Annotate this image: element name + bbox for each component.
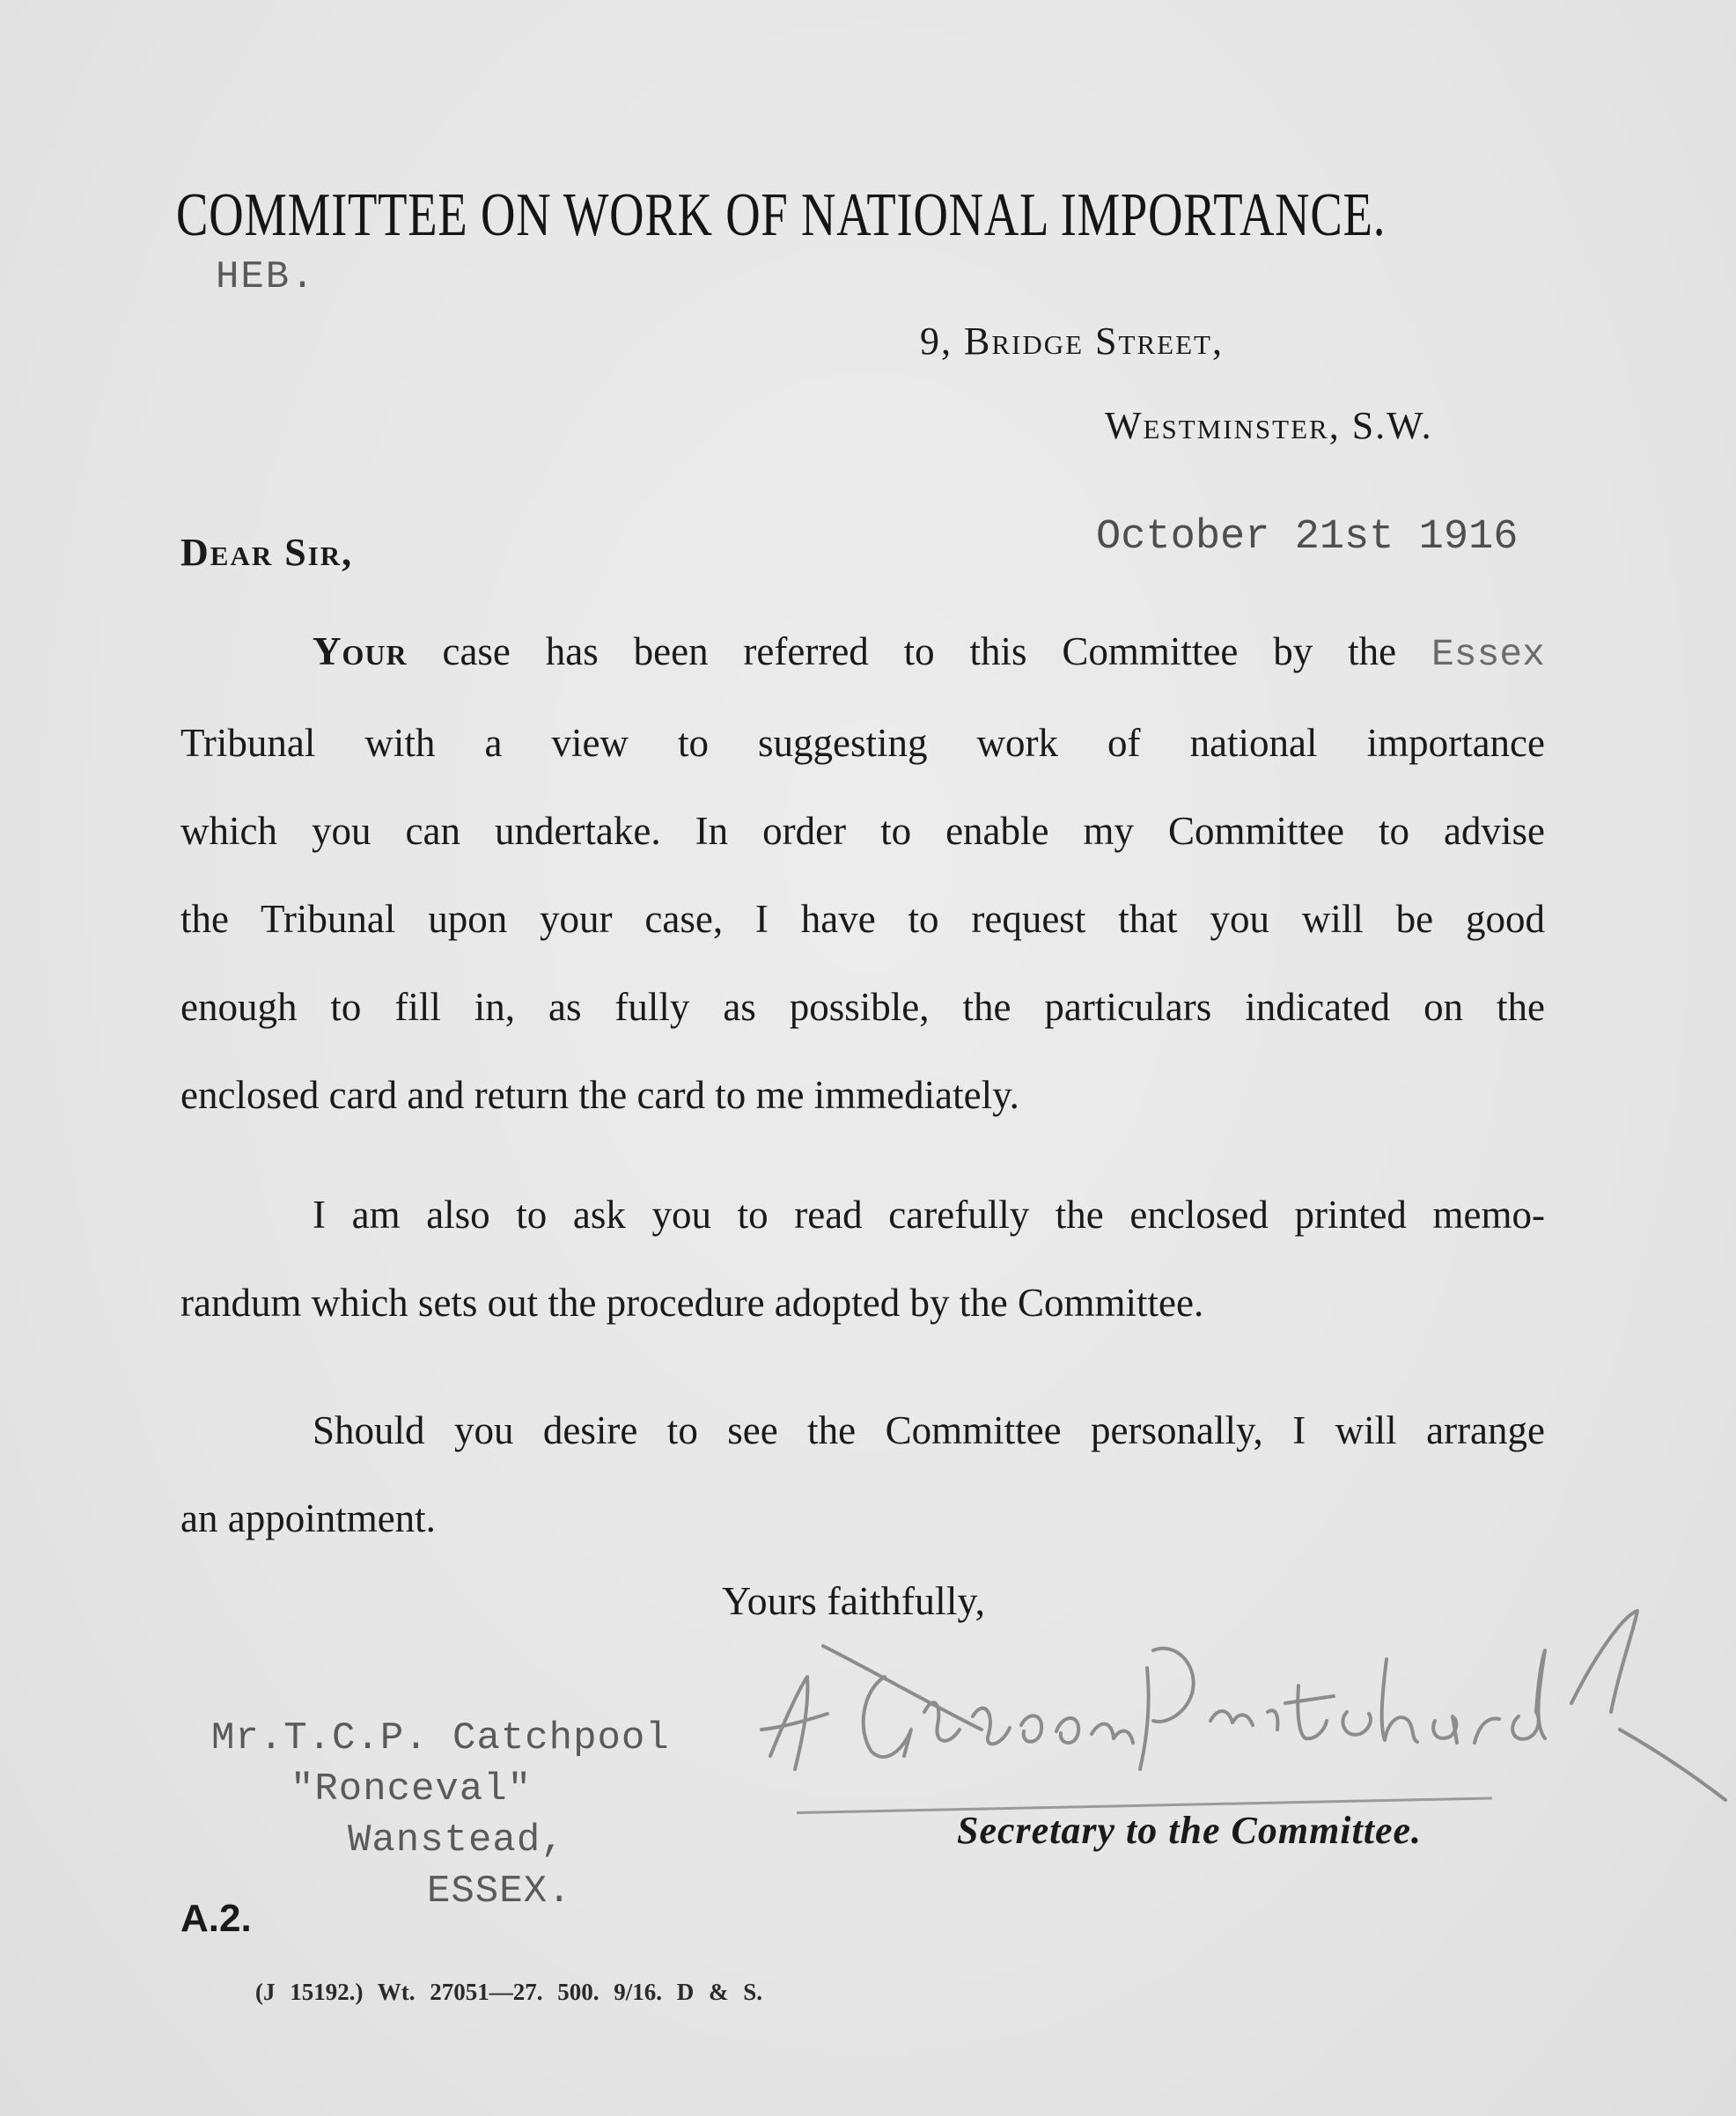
paragraph-1-line-5: enough to fill in, as fully as possible, the particulars indicated on the bbox=[180, 985, 1545, 1029]
printer-footer: (J 15192.) Wt. 27051—27. 500. 9/16. D & S. bbox=[255, 1979, 762, 2005]
handwritten-signature bbox=[753, 1580, 1730, 1818]
signatory-title: Secretary to the Committee. bbox=[957, 1809, 1423, 1852]
form-code: A.2. bbox=[180, 1897, 252, 1940]
address-street: 9, Bridge Street, bbox=[920, 320, 1224, 363]
addressee-name: Mr.T.C.P. Catchpool bbox=[211, 1716, 670, 1760]
addressee-town: Wanstead, bbox=[348, 1818, 565, 1863]
body-paragraph-1 bbox=[180, 607, 1545, 1139]
paragraph-2-line-1: I am also to ask you to read carefully the enclosed printed memo- bbox=[313, 1193, 1545, 1237]
paragraph-1-line-1 bbox=[180, 607, 1545, 699]
closing: Yours faithfully, bbox=[722, 1578, 986, 1623]
tribunal-name: Essex bbox=[1431, 633, 1545, 676]
paragraph-1-line-3: which you can undertake. In order to enable my Committee to advise bbox=[180, 809, 1545, 853]
paragraph-2-line-2: randum which sets out the procedure adopted by the Committee. bbox=[180, 1281, 1204, 1325]
opening-word: Your bbox=[313, 629, 408, 673]
letter-date: October 21st 1916 bbox=[1096, 514, 1519, 561]
letterhead-title: COMMITTEE ON WORK OF NATIONAL IMPORTANCE. bbox=[176, 181, 1387, 249]
paragraph-1-line-2: Tribunal with a view to suggesting work of national importance bbox=[180, 721, 1545, 765]
paragraph-1-line-4: the Tribunal upon your case, I have to request that you will be good bbox=[180, 897, 1545, 941]
paragraph-1-line-6: enclosed card and return the card to me immediately. bbox=[180, 1073, 1019, 1117]
salutation: Dear Sir, bbox=[180, 531, 354, 574]
paragraph-3-line-1: Should you desire to see the Committee personally, I will arrange bbox=[313, 1408, 1545, 1452]
addressee-house: "Ronceval" bbox=[291, 1767, 533, 1811]
address-city: Westminster, S.W. bbox=[1105, 404, 1433, 447]
paragraph-3-line-2: an appointment. bbox=[180, 1496, 436, 1540]
addressee-county: ESSEX. bbox=[427, 1870, 572, 1914]
reference-initials: HEB. bbox=[216, 255, 316, 299]
body-paragraph-3 bbox=[180, 1386, 1545, 1562]
paragraph-1-line-1-text: case has been referred to this Committee by the bbox=[407, 629, 1431, 673]
body-paragraph-2 bbox=[180, 1171, 1545, 1347]
